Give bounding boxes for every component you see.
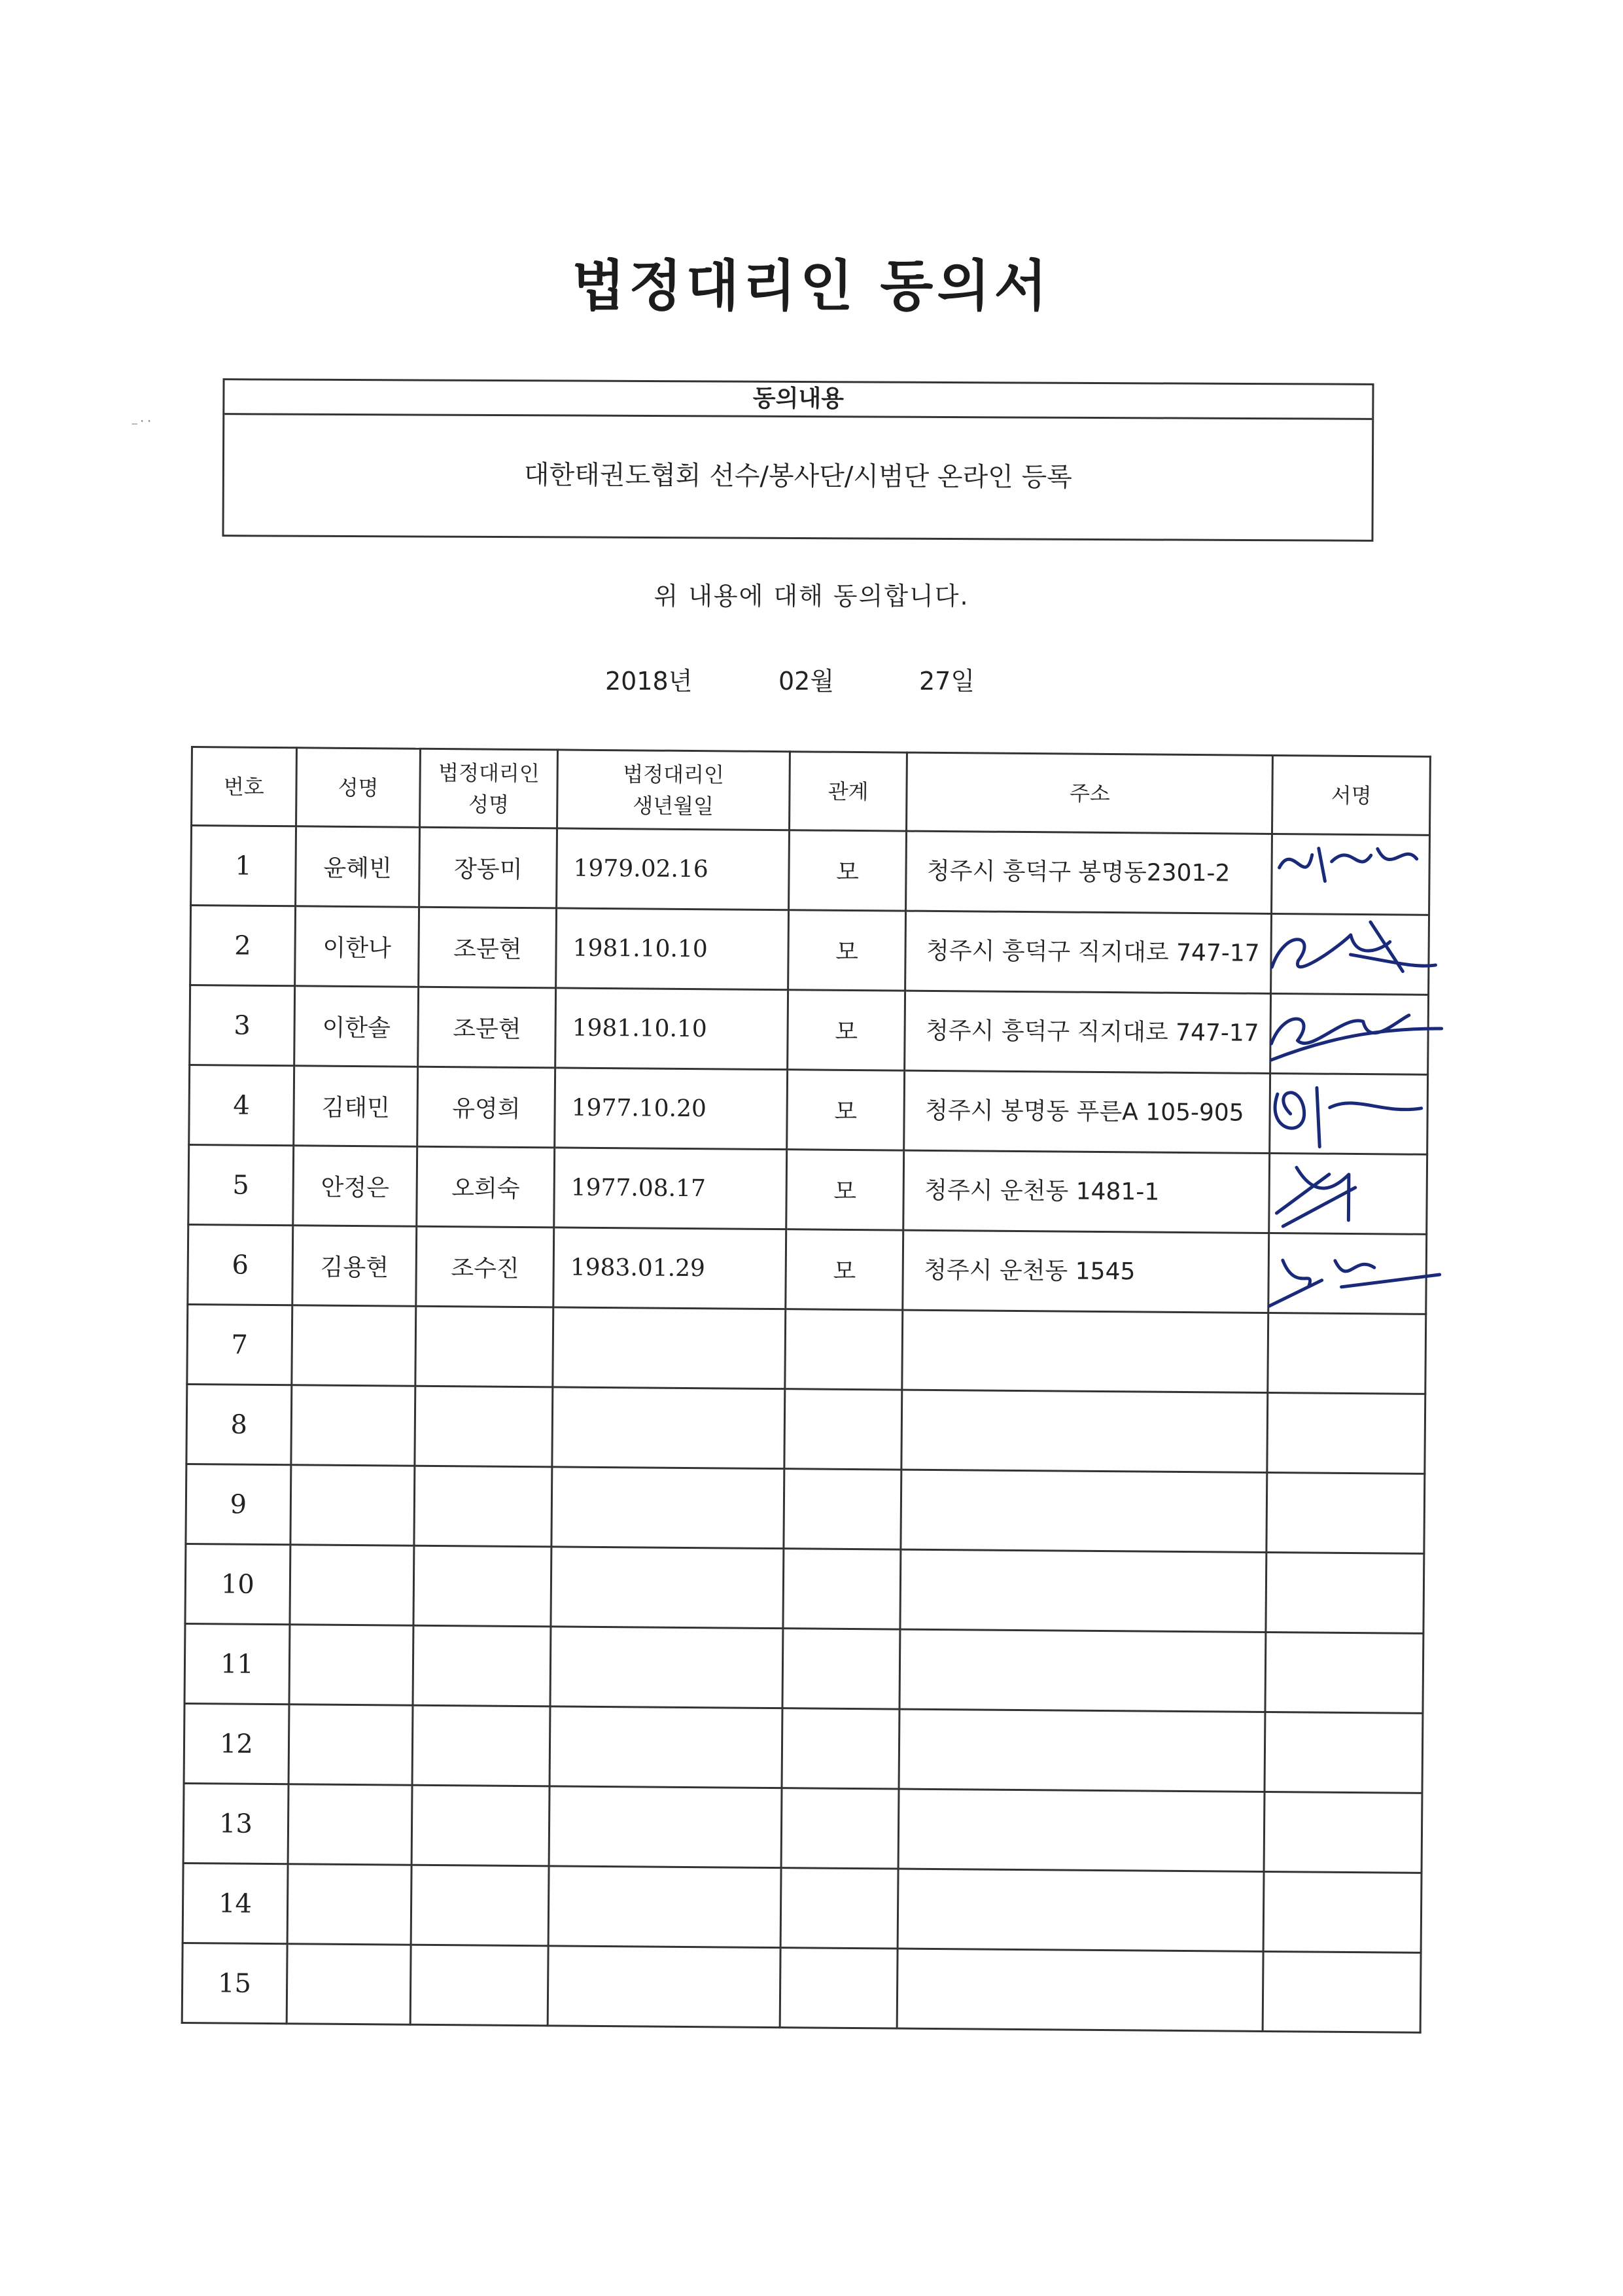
header-guardian-name-line1: 법정대리인 [438,760,540,786]
header-relation: 관계 [789,752,907,831]
row-guardian-birth: 1983.01.29 [553,1227,786,1309]
row-guardian-name: 조문현 [418,987,556,1068]
row-guardian-name [411,1865,550,1946]
table-row [190,985,1429,1075]
row-signature [1271,913,1429,995]
table-row [188,1144,1427,1234]
row-name: 안정은 [293,1146,418,1226]
date-year: 2018년 [605,667,693,696]
row-number: 6 [188,1224,293,1305]
signature-table [181,746,1431,2034]
row-relation [780,1868,899,1949]
row-name [287,1944,411,2024]
row-guardian-name [412,1785,550,1866]
table-row [184,1623,1423,1713]
row-relation [784,1389,903,1470]
row-relation [782,1708,900,1789]
row-relation: 모 [786,1229,904,1310]
row-signature [1264,1871,1422,1952]
row-name [290,1465,415,1545]
row-number: 3 [190,985,295,1066]
header-name: 성명 [296,748,421,827]
table-row [182,1943,1421,2032]
row-relation [784,1469,902,1549]
row-relation [785,1309,903,1390]
row-number: 1 [191,826,296,906]
row-address [901,1390,1268,1472]
row-address [901,1470,1267,1552]
row-signature [1266,1472,1425,1553]
row-guardian-birth [551,1547,784,1629]
row-guardian-birth [551,1467,784,1549]
row-guardian-birth: 1981.10.10 [556,908,789,990]
row-number: 2 [190,906,296,986]
row-guardian-birth [549,1786,782,1868]
row-address [902,1310,1268,1392]
row-relation: 모 [787,990,905,1070]
row-relation [783,1549,901,1629]
row-signature [1270,993,1429,1074]
row-guardian-birth [548,1866,781,1948]
table-row [183,1863,1422,1952]
row-number: 12 [184,1703,289,1784]
row-relation [781,1788,899,1869]
row-address [898,1949,1264,2031]
consent-header: 동의내용 [224,380,1372,420]
row-name [287,1864,412,1945]
date-month: 02월 [778,667,835,696]
consent-box [222,378,1374,542]
row-number: 15 [182,1943,287,2023]
handwritten-signature [1257,1148,1448,1241]
row-guardian-birth: 1977.10.20 [555,1068,788,1150]
row-name [288,1784,413,1865]
row-signature [1265,1712,1423,1793]
row-number: 5 [188,1144,294,1225]
table-row [189,1065,1428,1154]
row-number: 8 [186,1384,292,1464]
row-name [291,1385,416,1466]
header-guardian-birth [557,750,790,830]
row-signature [1267,1392,1425,1474]
row-address: 청주시 흥덕구 직지대로 747-17 [905,991,1271,1073]
row-guardian-birth [553,1307,786,1389]
table-row [190,906,1429,995]
row-name: 윤혜빈 [295,826,420,907]
row-guardian-name [411,1945,549,2026]
row-signature [1268,1313,1426,1394]
row-name [289,1625,414,1705]
scan-speck: ⁻˙˙ [131,419,153,435]
consent-content: 대한태권도협회 선수/봉사단/시범단 온라인 등록 [523,460,1072,493]
row-guardian-name: 조수진 [416,1226,554,1307]
row-address: 청주시 흥덕구 직지대로 747-17 [905,911,1272,993]
row-guardian-birth [550,1706,782,1788]
row-number: 14 [183,1863,288,1943]
row-guardian-name: 유영희 [417,1067,555,1148]
row-guardian-birth [548,1946,780,2028]
row-guardian-birth [552,1387,785,1469]
header-guardian-birth-line2: 생년월일 [633,792,714,819]
row-signature [1270,1073,1428,1154]
table-header-row [192,747,1431,836]
row-name [290,1545,415,1625]
row-guardian-name [412,1705,550,1786]
row-name: 김태민 [293,1066,418,1146]
row-signature [1269,1153,1427,1234]
row-signature [1268,1233,1427,1314]
row-address [898,1869,1265,1951]
row-address: 청주시 흥덕구 봉명동2301-2 [906,831,1272,913]
header-guardian-name-line2: 성명 [468,791,510,817]
row-number: 9 [186,1464,291,1544]
table-row [186,1384,1425,1474]
document-title: 법정대리인 동의서 [572,254,1051,318]
row-address: 청주시 운천동 1545 [903,1230,1269,1313]
table-row [183,1783,1422,1873]
row-number: 13 [183,1783,288,1863]
table-row [186,1464,1425,1553]
handwritten-signature [1258,988,1448,1081]
handwritten-signature [1257,1227,1447,1320]
row-address: 청주시 운천동 1481-1 [903,1150,1270,1233]
row-address [899,1709,1265,1792]
row-name [288,1704,413,1785]
agree-statement: 위 내용에 대해 동의합니다. [654,582,969,610]
row-guardian-name: 장동미 [419,827,557,908]
row-name: 김용현 [292,1226,417,1306]
table-row [185,1544,1424,1633]
row-guardian-name [413,1625,551,1706]
row-relation [782,1629,901,1709]
row-address [899,1789,1265,1871]
table-row [187,1304,1426,1394]
row-address [900,1549,1266,1632]
row-guardian-name [414,1466,552,1547]
row-guardian-birth: 1977.08.17 [554,1148,787,1229]
row-guardian-birth [550,1627,783,1708]
row-signature [1265,1632,1423,1713]
row-guardian-name [415,1386,553,1467]
row-guardian-birth: 1979.02.16 [557,828,790,910]
header-no: 번호 [192,747,297,826]
row-signature [1272,834,1430,915]
handwritten-signature [1258,1068,1448,1161]
row-signature [1263,1951,1422,2032]
row-name: 이한나 [294,906,419,987]
row-number: 7 [187,1304,292,1385]
row-name: 이한솔 [294,986,419,1067]
row-guardian-name: 오희숙 [417,1146,555,1227]
row-guardian-name [413,1545,551,1627]
header-address: 주소 [907,752,1273,834]
handwritten-signature [1259,908,1449,1001]
row-guardian-name [415,1306,553,1387]
header-signature: 서명 [1272,755,1431,835]
table-row [188,1224,1427,1314]
date-day: 27일 [919,667,975,696]
row-relation: 모 [788,910,906,991]
table-row [191,826,1430,915]
row-guardian-name: 조문현 [419,907,557,988]
row-address: 청주시 봉명동 푸른A 105-905 [904,1070,1270,1153]
row-relation [780,1948,898,2028]
row-relation: 모 [786,1150,904,1230]
handwritten-signature [1259,828,1450,921]
header-guardian-name [420,749,558,828]
row-number: 11 [184,1623,290,1704]
row-relation: 모 [786,1070,905,1150]
row-guardian-birth: 1981.10.10 [555,988,788,1070]
row-address [899,1629,1266,1712]
row-relation: 모 [788,830,907,911]
row-number: 4 [189,1065,294,1145]
row-number: 10 [185,1544,290,1624]
header-guardian-birth-line1: 법정대리인 [623,761,725,787]
table-row [184,1703,1423,1793]
row-name [292,1305,417,1386]
row-signature [1264,1792,1422,1873]
row-signature [1266,1552,1424,1633]
